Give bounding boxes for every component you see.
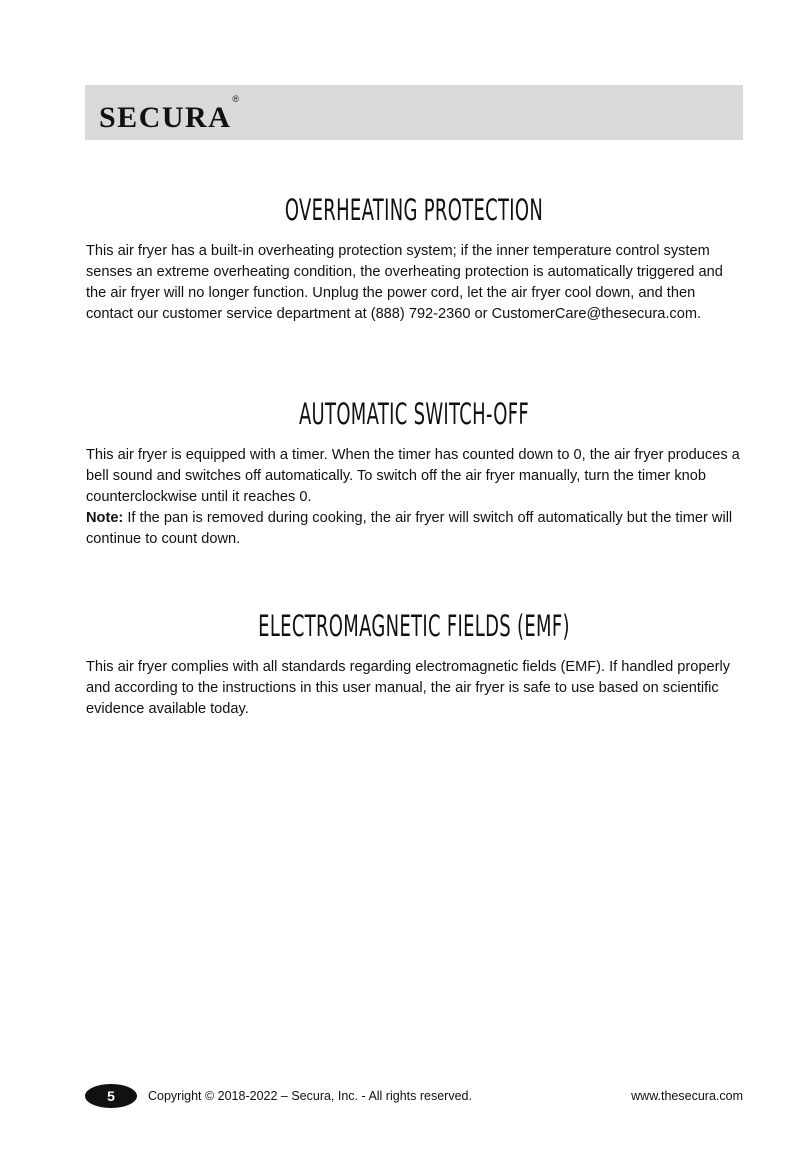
page-number-badge: 5 — [85, 1084, 137, 1108]
footer-website: www.thesecura.com — [631, 1089, 743, 1103]
header-bar — [85, 85, 743, 140]
section-title-overheating: OVERHEATING PROTECTION — [284, 193, 544, 227]
section-title-switch-off: AUTOMATIC SWITCH-OFF — [298, 397, 530, 431]
registered-mark: ® — [232, 94, 239, 104]
note-text: If the pan is removed during cooking, the air fryer will switch off automatically but the timer will continue to count down. — [86, 510, 733, 547]
note-label: Note: — [86, 510, 124, 526]
footer-copyright: Copyright © 2018-2022 – Secura, Inc. - All rights reserved. — [148, 1089, 472, 1103]
section-note-switch-off — [86, 508, 746, 550]
brand-logo — [99, 94, 239, 134]
section-title-emf: ELECTROMAGNETIC FIELDS (EMF) — [258, 609, 570, 643]
section-body-overheating: This air fryer has a built-in overheating protection system; if the inner temperature control system senses an extreme overheating condition, the overheating protection is automatically triggered and the air fryer will no longer function. Unplug the power cord, let the air fryer cool down, and then contact our customer service department at (888) 792-2360 or CustomerCare@thesecura.com. — [86, 243, 723, 322]
section-body-emf: This air fryer complies with all standards regarding electromagnetic fields (EMF). If handled properly and according to the instructions in this user manual, the air fryer is safe to use based on scientific evidence available today. — [86, 659, 731, 717]
brand-name: SECURA — [99, 101, 232, 134]
section-body-switch-off: This air fryer is equipped with a timer. When the timer has counted down to 0, the air fryer produces a bell sound and switches off automatically. To switch off the air fryer manually, turn the timer knob counterclockwise until it reaches 0. — [86, 447, 740, 505]
